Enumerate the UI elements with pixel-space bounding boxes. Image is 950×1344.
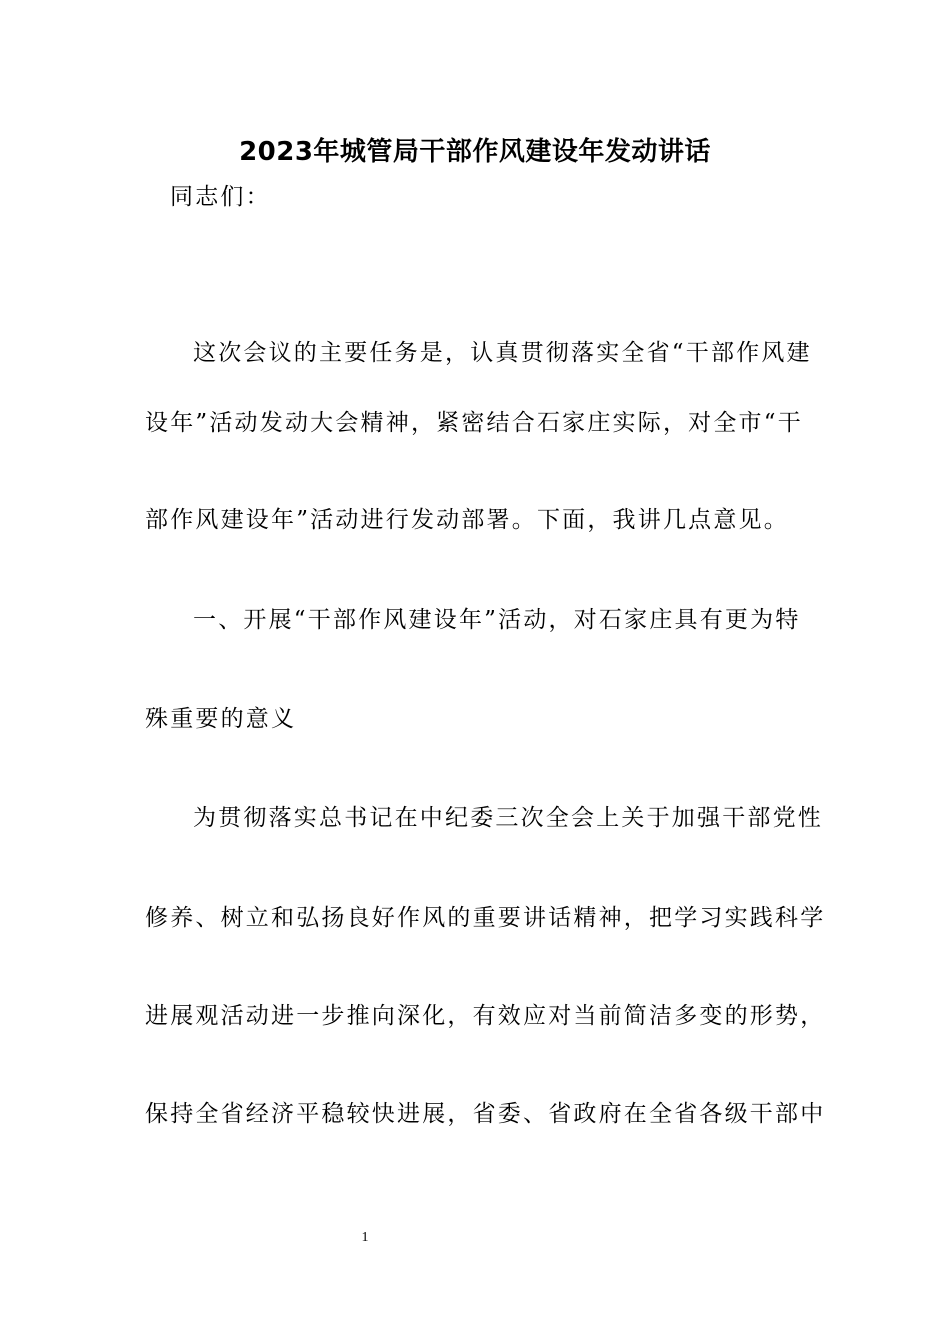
paragraph-line: 这次会议的主要任务是，认真贯彻落实全省“干部作风建 — [193, 340, 812, 366]
section-heading-line: 殊重要的意义 — [145, 706, 297, 732]
paragraph-line: 为贯彻落实总书记在中纪委三次全会上关于加强干部党性 — [193, 805, 823, 831]
section-heading-line: 一、开展“干部作风建设年”活动，对石家庄具有更为特 — [193, 607, 801, 633]
document-title: 2023年城管局干部作风建设年发动讲话 — [239, 137, 711, 167]
salutation: 同志们： — [170, 184, 271, 210]
paragraph-line: 设年”活动发动大会精神，紧密结合石家庄实际，对全市“干 — [145, 410, 803, 436]
paragraph-line: 修养、树立和弘扬良好作风的重要讲话精神，把学习实践科学 — [145, 905, 826, 931]
paragraph-line: 进展观活动进一步推向深化，有效应对当前简洁多变的形势， — [145, 1003, 826, 1029]
page-number: 1 — [361, 1230, 369, 1245]
paragraph-line: 保持全省经济平稳较快进展，省委、省政府在全省各级干部中 — [145, 1101, 826, 1127]
paragraph-line: 部作风建设年”活动进行发动部署。下面，我讲几点意见。 — [145, 507, 789, 533]
